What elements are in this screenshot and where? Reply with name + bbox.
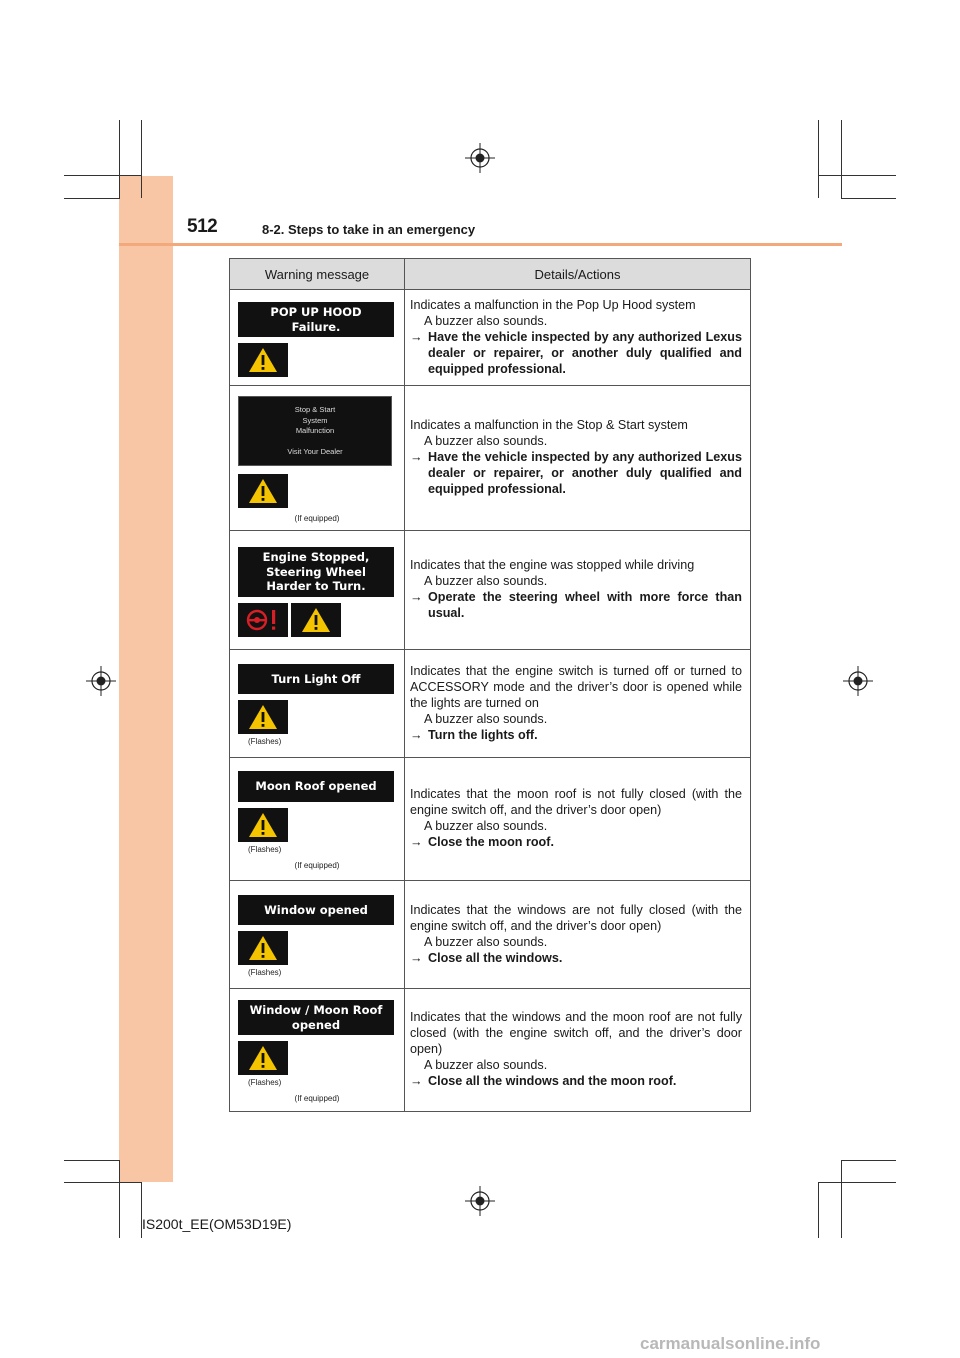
registration-mark-icon — [465, 1186, 495, 1216]
table-header-row — [230, 259, 751, 290]
power-steering-warning-icon — [238, 603, 288, 637]
action-text: Close all the windows and the moon roof. — [428, 1074, 677, 1088]
description-text: Indicates a malfunction in the Stop & Start system — [410, 418, 688, 432]
action-text: Close the moon roof. — [428, 835, 554, 849]
warning-message-cell — [230, 881, 405, 989]
flashes-note: (Flashes) — [248, 968, 282, 978]
table-row — [230, 881, 751, 989]
if-equipped-note: (If equipped) — [294, 1094, 340, 1103]
registration-mark-icon — [86, 666, 116, 696]
buzzer-text: A buzzer also sounds. — [424, 313, 548, 328]
warning-message-cell — [230, 650, 405, 758]
crop-mark — [64, 198, 120, 199]
buzzer-text: A buzzer also sounds. — [424, 434, 548, 448]
warning-message-cell — [230, 290, 405, 386]
flashes-note: (Flashes) — [248, 1078, 282, 1087]
display-message: Turn Light Off — [238, 664, 394, 695]
table-row — [230, 650, 751, 758]
warning-triangle-icon — [238, 1041, 288, 1075]
crop-mark — [141, 120, 142, 198]
action-line — [410, 727, 742, 743]
document-code: IS200t_EE(OM53D19E) — [142, 1216, 292, 1232]
column-header-details-actions: Details/Actions — [405, 259, 751, 290]
if-equipped-note: (If equipped) — [294, 514, 340, 523]
if-equipped-note: (If equipped) — [294, 860, 340, 870]
table-row — [230, 989, 751, 1112]
crop-mark — [64, 1182, 142, 1183]
description-text: Indicates a malfunction in the Pop Up Hood system — [410, 297, 696, 312]
details-cell — [405, 881, 751, 989]
crop-mark — [64, 175, 142, 176]
header-rule — [119, 243, 842, 246]
watermark-text: carmanualsonline.info — [640, 1334, 821, 1353]
flashes-note: (Flashes) — [248, 737, 282, 747]
table-row — [230, 758, 751, 881]
description-text: Indicates that the windows and the moon roof are not fully closed (with the engine switch off, and the driver’s door open) — [410, 1010, 742, 1056]
buzzer-text: A buzzer also sounds. — [424, 711, 548, 726]
buzzer-text: A buzzer also sounds. — [424, 819, 548, 833]
details-cell — [405, 650, 751, 758]
warning-message-cell — [230, 531, 405, 650]
display-message: POP UP HOOD Failure. — [238, 302, 394, 337]
warning-message-cell — [230, 386, 405, 531]
details-cell — [405, 531, 751, 650]
arrow-icon: → — [410, 727, 423, 742]
warning-triangle-icon — [238, 343, 288, 377]
details-cell — [405, 989, 751, 1112]
warning-triangle-icon — [238, 474, 288, 508]
action-text: Operate the steering wheel with more force than usual. — [428, 590, 742, 620]
display-message: Moon Roof opened — [238, 771, 394, 802]
action-line — [410, 834, 742, 850]
crop-mark — [818, 1182, 819, 1238]
buzzer-text: A buzzer also sounds. — [424, 934, 548, 949]
action-text: Close all the windows. — [428, 950, 563, 965]
warning-message-cell — [230, 989, 405, 1112]
display-message: Window opened — [238, 895, 394, 926]
buzzer-text: A buzzer also sounds. — [424, 1058, 548, 1072]
crop-mark — [119, 120, 120, 198]
warning-triangle-icon — [238, 808, 288, 842]
section-color-strip — [119, 176, 173, 1182]
display-message: Engine Stopped, Steering Wheel Harder to Turn. — [238, 547, 394, 597]
warning-triangle-icon — [238, 931, 288, 965]
arrow-icon: → — [410, 835, 423, 849]
arrow-icon: → — [410, 590, 423, 604]
warning-triangle-icon — [291, 603, 341, 637]
description-text: Indicates that the engine was stopped while driving — [410, 558, 695, 572]
registration-mark-icon — [465, 143, 495, 173]
action-line — [410, 329, 742, 377]
crop-mark — [841, 1160, 896, 1161]
buzzer-text: A buzzer also sounds. — [424, 574, 548, 588]
crop-mark — [818, 1182, 896, 1183]
table-row — [230, 531, 751, 650]
arrow-icon: → — [410, 329, 423, 344]
crop-mark — [119, 1160, 120, 1238]
crop-mark — [64, 1160, 120, 1161]
section-title: 8-2. Steps to take in an emergency — [262, 222, 476, 237]
table-row — [230, 290, 751, 386]
arrow-icon: → — [410, 450, 423, 464]
action-text: Have the vehicle inspected by any authorized Lexus dealer or repairer, or another duly qualified and equipped professional. — [428, 329, 742, 376]
warning-triangle-icon — [238, 700, 288, 734]
crop-mark — [841, 198, 896, 199]
arrow-icon: → — [410, 950, 423, 965]
registration-mark-icon — [843, 666, 873, 696]
warning-message-table — [229, 258, 751, 1112]
arrow-icon: → — [410, 1074, 423, 1088]
page-number: 512 — [187, 216, 218, 237]
display-message: Stop & Start System Malfunction Visit Your Dealer — [238, 396, 392, 466]
details-cell — [405, 290, 751, 386]
display-message: Window / Moon Roof opened — [238, 1000, 394, 1035]
description-text: Indicates that the moon roof is not fully closed (with the engine switch off, and the driver’s door open) — [410, 787, 742, 817]
column-header-warning-message: Warning message — [230, 259, 405, 290]
crop-mark — [841, 120, 842, 198]
crop-mark — [818, 175, 896, 176]
action-line — [410, 589, 742, 621]
action-text: Turn the lights off. — [428, 727, 538, 742]
flashes-note: (Flashes) — [248, 844, 282, 854]
action-line — [410, 950, 742, 966]
action-text: Have the vehicle inspected by any authorized Lexus dealer or repairer, or another duly qualified and equipped professional. — [428, 450, 742, 496]
crop-mark — [841, 1160, 842, 1238]
crop-mark — [818, 120, 819, 198]
table-row — [230, 386, 751, 531]
action-line — [410, 449, 742, 497]
description-text: Indicates that the engine switch is turned off or turned to ACCESSORY mode and the driver’s door is opened while the lights are turned on — [410, 663, 742, 710]
details-cell — [405, 758, 751, 881]
warning-message-cell — [230, 758, 405, 881]
action-line — [410, 1073, 742, 1089]
details-cell — [405, 386, 751, 531]
description-text: Indicates that the windows are not fully closed (with the engine switch off, and the driver’s door open) — [410, 902, 742, 933]
